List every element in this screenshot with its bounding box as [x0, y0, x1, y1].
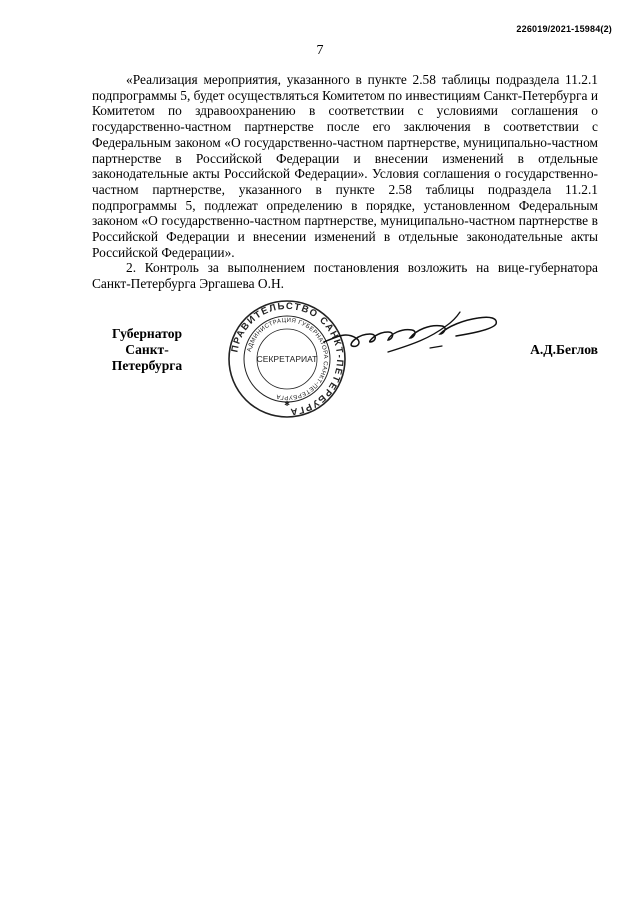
document-id: 226019/2021-15984(2) — [516, 24, 612, 34]
seal-outer-text: ПРАВИТЕЛЬСТВО САНКТ-ПЕТЕРБУРГА — [229, 300, 346, 418]
page-number: 7 — [316, 43, 324, 58]
signer-title-line-1: Губернатор — [111, 326, 183, 341]
paragraph-2: 2. Контроль за выполнением постановления возложить на вице-губернатора Санкт-Петербурга Эргашева О.Н. — [92, 260, 598, 292]
signature-block — [0, 296, 640, 426]
signer-title — [92, 326, 202, 374]
seal-star-icon: ✱ — [284, 400, 290, 408]
signer-name: А.Д.Беглов — [530, 342, 598, 357]
seal-center-text: СЕКРЕТАРИАТ — [256, 354, 318, 364]
paragraph-1: «Реализация мероприятия, указанного в пункте 2.58 таблицы подраздела 11.2.1 подпрограммы 5, будет осуществляться Комитетом по инвестициям Санкт-Петербурга и Комитетом по здравоохранению в соответствии с условиями соглашения о государственно-частном партнерстве после его заключения в соответствии с Федеральным законом «О государственно-частном партнерстве, муниципально-частном партнерстве в Российской Федерации и внесении изменений в отдельные законодательные акты Российской Федерации». Условия соглашения о государственно-частном партнерстве, указанного в пункте 2.58 таблицы подраздела 11.2.1 подпрограммы 5, подлежат определению в порядке, установленном Федеральным законом «О государственно-частном партнерстве, муниципально-частном партнерстве в Российской Федерации и внесении изменений в отдельные законодательные акты Российской Федерации». — [92, 72, 598, 260]
seal-inner-text: АДМИНИСТРАЦИЯ ГУБЕРНАТОРА САНКТ-ПЕТЕРБУРГА — [246, 317, 329, 401]
handwritten-signature — [318, 302, 503, 362]
signer-title-line-2: Санкт-Петербурга — [111, 342, 183, 373]
body-text — [92, 72, 598, 292]
